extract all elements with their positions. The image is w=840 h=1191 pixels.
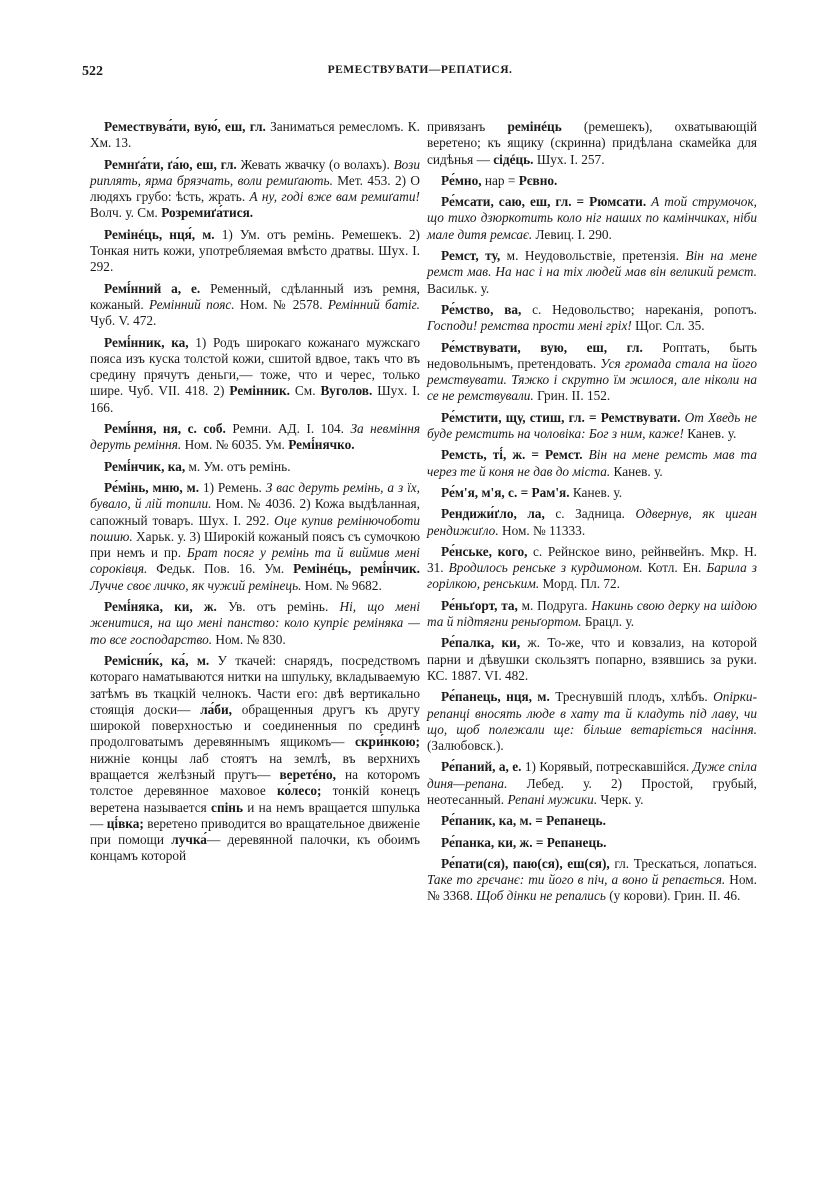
dictionary-entry — [90, 653, 420, 865]
dictionary-entry — [90, 157, 420, 222]
headword: Розремиґа́тися. — [161, 205, 254, 221]
definition-text: Заниматься ремесломъ. К. Хм. 13. — [90, 119, 421, 151]
dictionary-entry — [427, 173, 757, 189]
example-quote: Щоб дінки не репались — [476, 888, 606, 904]
example-quote: Опірки-репанці вносять люде в хату та й кладуть під лаву, чи що, щоб полежали ще: більше ветаріється насіння. — [427, 689, 757, 737]
definition-text: с. Задница. — [544, 506, 636, 522]
headword: Ре́палка, ки, — [441, 635, 521, 651]
dictionary-entry — [427, 194, 757, 243]
definition-text: ж. То-же, что и ковзализ, на которой парни и дѣвушки скользятъ попарно, взявшись за руки. КС. 1887. VI. 482. — [427, 635, 758, 683]
headword: Ремінéць, нця́, м. — [104, 226, 215, 242]
definition-text: У ткачей: снарядъ, посредствомъ котораго наматываются нитки на шпульку, вкладываемую затѣмъ въ ткацкій челнокъ. Части его: двѣ вертикально стоящія доски— — [90, 652, 421, 717]
example-quote: За невміння деруть реміння. — [90, 421, 421, 453]
page-number: 522 — [82, 64, 103, 79]
definition-text: Шух. І. 166. — [90, 383, 421, 415]
definition-text: Ремни. АД. І. 104. — [225, 421, 351, 437]
dictionary-entry — [427, 759, 757, 808]
dictionary-entry — [427, 544, 757, 593]
headword: Ремінник. — [229, 383, 290, 399]
example-quote: Вродилось ренське з курдимоном. — [448, 560, 643, 576]
definition-text: Канев. у. — [569, 484, 623, 500]
headword: ремінéць — [507, 119, 562, 134]
definition-text: м. Ум. отъ ремінь. — [185, 458, 291, 474]
headword: ці́вка; — [106, 815, 144, 831]
definition-text: нар = — [481, 172, 519, 188]
headword: ла́би, — [200, 701, 232, 717]
headword: Ре́м'я, м'я, с. = Рам'я. — [441, 484, 570, 500]
headword: спінь — [211, 799, 243, 815]
headword: Ре́мство, ва, — [441, 301, 522, 317]
definition-text: (Залюбовск.). — [427, 738, 504, 754]
example-quote: Оце купив ремінючоботи пошию. — [90, 512, 420, 544]
definition-text: на которомъ толстое деревянное маховое — [90, 766, 420, 799]
dictionary-entry — [427, 485, 757, 501]
headword: скри́нкою; — [354, 734, 420, 750]
headword: Ремст, ту, — [441, 248, 501, 264]
dictionary-entry — [427, 856, 757, 905]
dictionary-entry — [427, 598, 757, 631]
definition-text: Котл. Ен. — [642, 560, 707, 576]
headword: Ре́панка, ки, ж. = Репанець. — [441, 834, 607, 850]
dictionary-entry — [90, 119, 420, 152]
definition-text: 1) Ум. отъ ремінь. Ремешекъ. 2) Тонкая нить кожи, употребляемая вмѣсто дратвы. Шух. І. 292. — [90, 226, 420, 275]
definition-text: Федьк. Пов. 16. Ум. — [147, 561, 294, 577]
example-quote: Ні, що мені женитися, на що мені панство: коло купріє реміняка — то все господарство. — [90, 599, 421, 647]
dictionary-entry — [90, 335, 420, 416]
definition-text: Канев. у. — [610, 463, 663, 479]
headword: Рендижи́ґло, ла, — [441, 506, 545, 522]
definition-text: Грин. ІІ. 152. — [533, 388, 611, 404]
dictionary-entry — [90, 459, 420, 475]
headword: Ре́нське, кого, — [441, 543, 528, 559]
dictionary-entry — [90, 281, 420, 330]
example-quote: А той струмочок, що тихо дзюркотить коло ніг наших по камінчиках, ніби мале дитя ремсає. — [427, 194, 757, 242]
definition-text: Мет. 453. 2) О людяхъ грубо: ѣсть, жрать. — [90, 172, 421, 205]
dictionary-entry — [427, 506, 757, 539]
example-quote: Одвернув, як циган рендижиґло. — [427, 506, 757, 538]
definition-text: Ном. № 2578. — [234, 296, 328, 312]
headword: Ремі́нний а, е. — [104, 280, 201, 296]
definition-text: и на немъ вращается шпулька— — [90, 799, 420, 831]
dictionary-entry — [90, 227, 420, 276]
headword: Вуголов. — [320, 383, 373, 399]
headword: Ре́мінь, мню, м. — [104, 479, 200, 495]
definition-text: Ременный, сдѣланный изъ ремня, кожаный. — [90, 280, 420, 312]
example-quote: З вас деруть ремінь, а з їх, бувало, й лій топили. — [90, 479, 420, 512]
example-quote: Накинь свою дерку на шідою та й підтягни реньґортом. — [427, 597, 757, 630]
headword: Ремі́няка, ки, ж. — [104, 599, 217, 615]
dictionary-entry — [90, 421, 420, 454]
headword: Ре́паний, а, е. — [441, 759, 522, 775]
definition-text: привязанъ — [427, 119, 508, 134]
definition-text: Ном. № 11333. — [498, 522, 586, 538]
definition-text: с. Рейнское вино, рейнвейнъ. Мкр. Н. 31. — [427, 543, 758, 576]
dictionary-entry — [427, 835, 757, 851]
definition-text: с. Недовольство; нареканія, ропотъ. — [521, 301, 757, 317]
headword: Ремсть, ті́, ж. = Ремст. — [441, 447, 583, 463]
headword: Ре́ньґорт, та, — [441, 597, 518, 613]
definition-text: Чуб. V. 472. — [90, 313, 157, 329]
definition-text: Ном. № 9682. — [301, 577, 382, 593]
dictionary-entry — [427, 119, 757, 168]
headword: ко́лесо; — [276, 783, 322, 799]
definition-text: Щог. Сл. 35. — [631, 318, 705, 334]
headword: Ремі́нячко. — [288, 437, 355, 453]
example-quote: Ремінний пояс. — [148, 296, 235, 312]
definition-text: Канев. у. — [683, 426, 737, 442]
dictionary-entry — [427, 635, 757, 684]
example-quote: Він на мене ремсть мав та через те й коня не дав до міста. — [427, 447, 758, 479]
example-quote: Репані мужики. — [507, 791, 598, 807]
headword: Ремествува́ти, вую́, еш, гл. — [104, 119, 266, 134]
definition-text: Лебед. у. 2) Простой, грубый, неотесанный. — [427, 775, 757, 807]
headword: сідéць. — [493, 151, 534, 167]
definition-text: Шух. І. 257. — [533, 151, 605, 167]
definition-text: м. Подруга. — [517, 597, 592, 613]
running-head: РЕМЕСТВУВАТИ—РЕПАТИСЯ. — [327, 64, 513, 76]
example-quote: А ну, годі вже вам ремиґати! — [249, 189, 420, 205]
definition-text: Роптать, быть недовольнымъ, претендовать. — [427, 339, 758, 371]
definition-text: (ремешекъ), охватывающій веретено; къ ящику (скринна) придѣлана скамейка для сидѣнья — — [427, 119, 757, 167]
headword: Ре́пати(ся), паю(ся), еш(ся), — [441, 855, 610, 871]
example-quote: Таке то грєчанє: ти його в піч, а воно й репається. — [427, 872, 726, 888]
example-quote: Він на мене ремст мав. На нас і на тіх людей мав він великий ремст. — [427, 248, 757, 280]
definition-text: веретено приводится во вращательное движеніе при помощи — [90, 815, 420, 848]
definition-text: Морд. Пл. 72. — [539, 576, 620, 592]
headword: Ре́мствувати, вую, еш, гл. — [441, 339, 643, 355]
definition-text: Треснувшій плодъ, хлѣбъ. — [549, 689, 714, 705]
definition-text: нижніе концы лаб стоятъ на землѣ, въ верхнихъ вращается желѣзный прутъ— — [90, 750, 420, 782]
definition-text: тонкій конецъ веретена называется — [90, 783, 420, 815]
headword: Ре́мстити, щу, стиш, гл. = Ремствувати. — [441, 409, 681, 425]
headword: Ремі́нчик, ка, — [104, 458, 186, 474]
definition-text: См. — [289, 383, 321, 399]
example-quote: Вози риплять, ярма брязчать, воли ремиґають. — [90, 156, 420, 188]
example-quote: Брат посяг у ремінь та й виймив мені сороківця. — [90, 545, 420, 577]
dictionary-entry — [427, 447, 757, 480]
headword: Ремісни́к, ка́, м. — [104, 652, 210, 668]
headword: Ре́панець, нця, м. — [441, 689, 550, 705]
definition-text: Харьк. у. 3) Широкій кожаный поясъ съ сумочкою при немъ и пр. — [90, 528, 420, 561]
headword: Ремнґа́ти, ґа́ю, еш, гл. — [104, 156, 237, 172]
example-quote: Господи! ремства прости мені гріх! — [427, 318, 632, 334]
dictionary-entry — [427, 813, 757, 829]
dictionary-entry — [427, 410, 757, 443]
headword: Ремінéць, ремі́нчик. — [293, 561, 420, 577]
headword: Ремі́ння, ня, с. соб. — [104, 421, 226, 437]
dictionary-entry — [427, 302, 757, 335]
dictionary-entry — [427, 340, 757, 405]
definition-text: 1) Ремень. — [199, 479, 266, 495]
definition-text: Левиц. І. 290. — [532, 226, 612, 242]
definition-text: Ном. № 3368. — [427, 872, 757, 904]
right-column — [427, 119, 757, 910]
definition-text: — деревянной палочки, къ обоимъ концамъ которой — [90, 832, 420, 864]
dictionary-entry — [427, 689, 757, 754]
example-quote: Дуже спіла диня—репана. — [427, 759, 757, 791]
definition-text: обращенныя другъ къ другу широкой поверхностью и соединенныя по срединѣ продолговатымъ деревяннымъ ящикомъ— — [90, 701, 420, 750]
definition-text: Жевать жвачку (о волахъ). — [236, 156, 394, 172]
headword: Рєвно. — [518, 172, 558, 188]
left-column — [90, 119, 420, 870]
headword: веретéно, — [279, 766, 336, 782]
example-quote: Барила з горілкою, ренським. — [427, 560, 757, 592]
definition-text: 1) Корявый, потрескавшійся. — [521, 759, 693, 775]
definition-text: гл. Трескаться, лопаться. — [609, 855, 757, 871]
headword: лучка́ — [171, 832, 207, 848]
definition-text: 1) Родъ широкаго кожанаго мужскаго пояса изъ куска толстой кожи, сшитой вдвое, такъ что въ средину прячутъ деньги,— тоже, что и черес, только шире. Чуб. VII. 418. 2) — [90, 334, 420, 399]
dictionary-entry — [90, 599, 420, 648]
definition-text: Черк. у. — [597, 791, 644, 807]
definition-text: Васильк. у. — [427, 280, 490, 296]
definition-text: (у корови). Грин. ІІ. 46. — [605, 888, 741, 904]
definition-text: Ном. № 4036. 2) Кожа выдѣланная, сапожный товаръ. Шух. І. 292. — [90, 496, 420, 528]
headword: Ре́мсати, саю, еш, гл. = Рюмсати. — [441, 194, 647, 210]
definition-text: Ном. № 830. — [212, 631, 286, 647]
definition-text: Ном. № 6035. Ум. — [181, 437, 289, 453]
headword: Ре́мно, — [441, 172, 482, 188]
definition-text: Брацл. у. — [581, 614, 635, 630]
definition-text: м. Неудовольствіе, претензія. — [500, 248, 686, 264]
example-quote: От Хведь не буде ремстить на чоловіка: Бог з ним, каже! — [427, 409, 757, 442]
definition-text: Ув. отъ ремінь. — [216, 599, 340, 615]
definition-text: Волч. у. См. — [90, 205, 162, 221]
example-quote: Лучче своє личко, як чужий ремінець. — [90, 577, 302, 593]
example-quote: Ремінний батіг. — [327, 296, 420, 312]
dictionary-entry — [427, 248, 757, 297]
headword: Ре́паник, ка, м. = Репанець. — [441, 813, 606, 829]
example-quote: Уся громада стала на його ремствувати. Тяжко і скрутно їм жилося, але ніколи на се не ремствували. — [427, 355, 757, 404]
headword: Ремі́нник, ка, — [104, 334, 189, 350]
dictionary-entry — [90, 480, 420, 594]
